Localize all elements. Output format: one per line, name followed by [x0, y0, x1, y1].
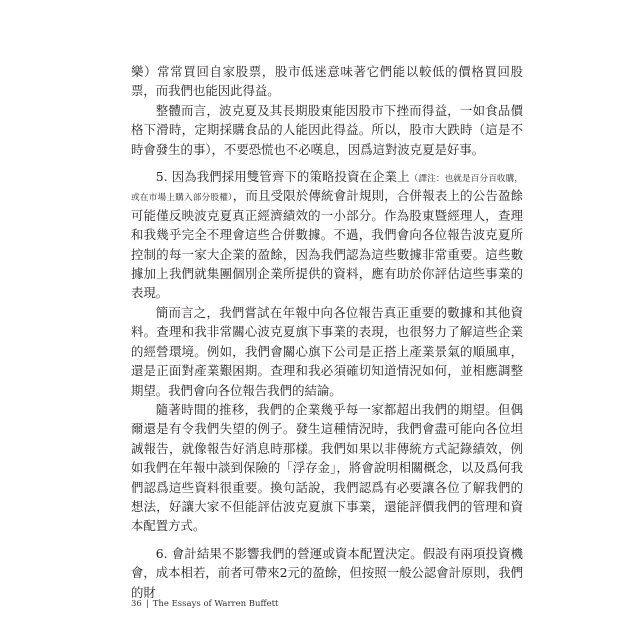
- point-5-body: ，而且受限於傳統會計規則，合併報表上的公告盈餘可能僅反映波克夏真正經濟績效的一小部分。作為股東暨經理人，查理和我幾乎完全不理會這些合併數據。不過，我們會向各位報告波克夏所控制的每一家大企業的盈餘，因為我們認為這些數據非常重要。這些數據加上我們就集團個別企業所提供的資料，應有助於你評估這些事業的表現。: [131, 188, 524, 301]
- paragraph-point-5: [131, 167, 523, 303]
- body-text: [131, 62, 523, 602]
- page-number: 36: [131, 599, 142, 609]
- page-footer: [131, 599, 278, 609]
- paragraph-point-6: 6. 會計結果不影響我們的營運或資本配置決定。假設有兩項投資機會，成本相若，前者可帶來2元的盈餘，但按照一般公認會計原則，我們的財: [131, 545, 523, 600]
- paragraph-continuation: 樂）常常買回自家股票，股市低迷意味著它們能以較低的價格買回股票，而我們也能因此得益。: [131, 64, 523, 99]
- footer-separator: |: [145, 599, 149, 609]
- paragraph-over-time: 隨著時間的推移，我們的企業幾乎每一家都超出我們的期望。但偶爾還是有令我們失望的例子。發生這種情況時，我們會盡可能向各位坦誠報告，就像報告好消息時那樣。我們如果以非傳統方式記錄績效，例如我們在年報中談到保險的「浮存金」，將會說明相關概念，以及爲何我們認爲這些資料很重要。換句話說，我們認爲有必要讓各位了解我們的想法，好讓大家不但能評估波克夏旗下事業，還能評價我們的管理和資本配置方式。: [131, 401, 523, 534]
- book-title: The Essays of Warren Buffett: [152, 599, 279, 609]
- translator-note: （譯注：也就是百分百收購，或在市場上購入部分股權）: [131, 174, 523, 204]
- paragraph-summary: 簡而言之，我們嘗試在年報中向各位報告真正重要的數據和其他資料。查理和我非常關心波克夏旗下事業的表現，也很努力了解這些企業的經營環境。例如，我們會關心旗下公司是正搭上產業景氣的順風車，還是正面對產業艱困期。查理和我必須確切知道情況如何，並相應調整期望。我們會向各位報告我們的結論。: [131, 304, 523, 398]
- point-5-lead: 5. 因為我們採用雙管齊下的策略投資在企業上: [155, 169, 410, 185]
- paragraph-market-decline: 整體而言，波克夏及其長期股東能因股市下挫而得益，一如食品價格下滑時，定期採購食品的人能因此得益。所以，股市大跌時（這是不時會發生的事），不要恐慌也不必嘆息，因爲這對波克夏是好事。: [131, 102, 523, 157]
